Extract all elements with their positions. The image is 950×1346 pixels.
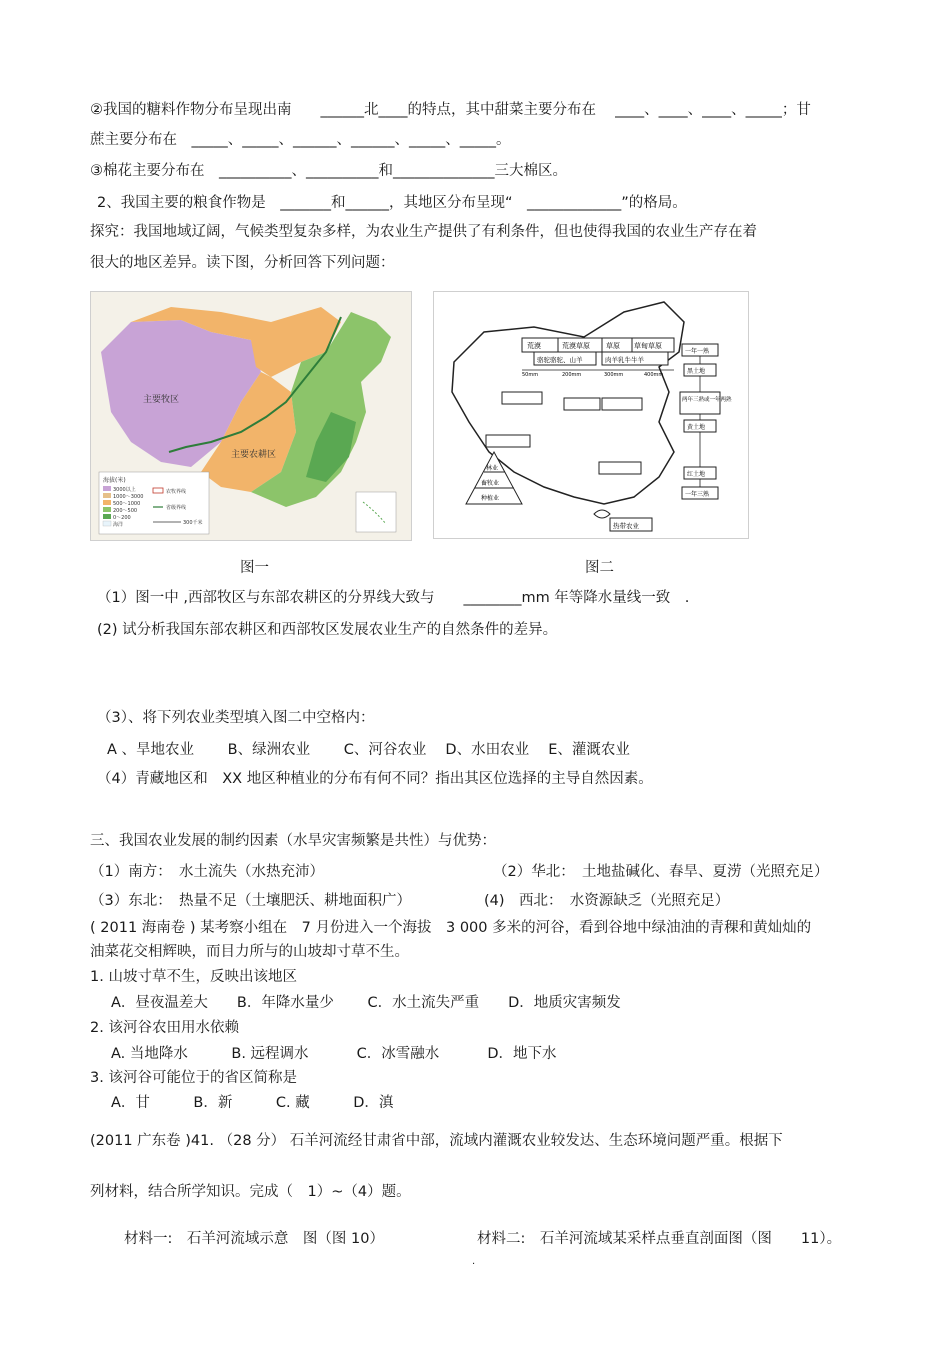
material-one: 材料一: 石羊河流域示意 图（图 10） (124, 1231, 384, 1247)
iso-4: 400mm (644, 372, 664, 378)
legend-line1: 农牧界线 (166, 489, 187, 495)
legend-swatch-4 (103, 507, 111, 512)
exam-guangdong-line2: 列材料，结合所学知识。完成（ 1）~（4）题。 (90, 1184, 411, 1200)
figure-one-caption: 图一 (240, 560, 269, 576)
mc-question-2-options: A. 当地降水 B. 远程调水 C．冰雪融水 D．地下水 (111, 1046, 557, 1062)
question-4: （4）青藏地区和 XX 地区种植业的分布有何不同？指出其区位选择的主导自然因素。 (97, 771, 653, 787)
pyramid-label-3: 种植业 (481, 495, 500, 502)
legend-swatch-6 (103, 521, 111, 526)
mid-label-1: 骆驼骆驼、山羊 (537, 356, 583, 364)
figure-two-diagram (433, 291, 749, 539)
text-line-sugarcane: 蔗主要分布在 _____、_____、______、______、_____、_____。 (90, 132, 511, 148)
blank-box-2 (564, 398, 600, 410)
legend-item-1: 3000以上 (113, 487, 136, 493)
right-label-1: 一年一熟 (685, 348, 710, 355)
legend-item-3: 500～1000 (113, 501, 141, 507)
legend-swatch-5 (103, 514, 111, 519)
question-3: （3）、将下列农业类型填入图二中空格内： (97, 710, 375, 726)
exam-hainan-line1: ( 2011 海南卷 ) 某考察小组在 7 月份进入一个海拔 3 000 多米的河谷，看到谷地中绿油油的青稞和黄灿灿的 (90, 920, 812, 936)
text-line-sugar-crops: ②我国的糖料作物分布呈现出南 ______北____的特点，其中甜菜主要分布在 ____、____、____、_____；甘 (90, 102, 811, 118)
top-label-3: 草原 (606, 342, 620, 350)
hainan-outline (594, 510, 610, 518)
legend-swatch-1 (103, 486, 111, 491)
mc-question-1-options: A．昼夜温差大 B．年降水量少 C．水土流失严重 D．地质灾害频发 (111, 995, 621, 1011)
question-1: （1）图一中 ,西部牧区与东部农耕区的分界线大致与 ________mm 年等降水量线一致 . (97, 590, 690, 606)
right-label-6: 一年三熟 (685, 491, 710, 498)
text-line-grain: 2、我国主要的粮食作物是 _______和______，其地区分布呈现“ _____________”的格局。 (97, 195, 687, 211)
legend-swatch-3 (103, 500, 111, 505)
blank-box-3 (602, 398, 642, 410)
mc-question-3-options: A．甘 B．新 C. 藏 D．滇 (111, 1095, 394, 1111)
text-line-cotton: ③棉花主要分布在 __________、__________和______________三大棉区。 (90, 163, 567, 179)
mid-label-2: 肉羊乳牛牛羊 (605, 356, 644, 364)
agri-zone-diagram (434, 292, 748, 538)
section-three-south: （1）南方： 水土流失（水热充沛） (90, 864, 324, 880)
legend-item-4: 200～500 (113, 508, 138, 514)
bottom-label: 热带农业 (613, 522, 639, 530)
scale-label: 300千米 (183, 520, 203, 526)
material-two: 材料二: 石羊河流域某采样点垂直剖面图（图 11）。 (477, 1231, 842, 1247)
right-label-3: 两年三熟或一年两熟 (682, 397, 732, 403)
mc-question-3: 3. 该河谷可能位于的省区简称是 (90, 1070, 297, 1086)
page-dot: . (472, 1256, 476, 1267)
pyramid-label-2: 畜牧业 (481, 480, 500, 487)
section-three-title: 三、我国农业发展的制约因素（水旱灾害频繁是共性）与优势： (90, 833, 496, 849)
map-label-east: 主要农耕区 (231, 450, 277, 460)
right-label-2: 黑土地 (687, 368, 706, 375)
right-label-5: 红土地 (687, 471, 706, 478)
top-label-4: 草甸草原 (634, 342, 662, 350)
iso-3: 300mm (604, 372, 624, 378)
china-elevation-map (91, 292, 411, 540)
text-line-explore-1: 探究：我国地域辽阔，气候类型复杂多样，为农业生产提供了有利条件，但也使得我国的农业生产存在着 (90, 224, 757, 240)
mc-question-2: 2. 该河谷农田用水依赖 (90, 1020, 239, 1036)
blank-box-5 (599, 462, 641, 474)
mc-question-1: 1. 山坡寸草不生，反映出该地区 (90, 969, 297, 985)
legend-title: 海拔(米) (103, 477, 126, 484)
legend-swatch-2 (103, 493, 111, 498)
section-three-northwest: (4) 西北： 水资源缺乏（光照充足） (484, 893, 730, 909)
legend-item-5: 0～200 (113, 515, 131, 521)
figure-two-caption: 图二 (585, 560, 614, 576)
iso-1: 50mm (522, 372, 539, 378)
section-three-north: （2）华北： 土地盐碱化、春旱、夏涝（光照充足） (493, 864, 829, 880)
exam-hainan-line2: 油菜花交相辉映，而目力所与的山坡却寸草不生。 (90, 944, 409, 960)
blank-box-1 (502, 392, 542, 404)
question-3-options: A 、旱地农业 B、绿洲农业 C、河谷农业 D、水田农业 E、灌溉农业 (107, 742, 630, 758)
map-label-west: 主要牧区 (143, 395, 180, 405)
figure-one-map (90, 291, 412, 541)
top-label-2: 荒漠草原 (562, 342, 590, 350)
text-line-explore-2: 很大的地区差异。读下图，分析回答下列问题： (90, 255, 395, 271)
iso-2: 200mm (562, 372, 582, 378)
legend-item-6: 海洋 (113, 522, 124, 528)
blank-box-4 (486, 435, 530, 447)
south-sea-inset (356, 492, 396, 532)
legend-line2: 省级界线 (166, 505, 187, 511)
top-label-1: 荒漠 (527, 342, 541, 350)
right-box-3 (680, 392, 720, 414)
question-2: (2) 试分析我国东部农耕区和西部牧区发展农业生产的自然条件的差异。 (97, 622, 558, 638)
exam-guangdong-line1: (2011 广东卷 )41. （28 分） 石羊河流经甘肃省中部，流域内灌溉农业较发达、生态环境问题严重。根据下 (90, 1133, 783, 1149)
section-three-northeast: （3）东北： 热量不足（土壤肥沃、耕地面积广） (90, 893, 411, 909)
right-label-4: 黄土地 (687, 424, 706, 431)
pyramid-label-1: 林业 (486, 465, 499, 472)
legend-item-2: 1000～3000 (113, 494, 144, 500)
